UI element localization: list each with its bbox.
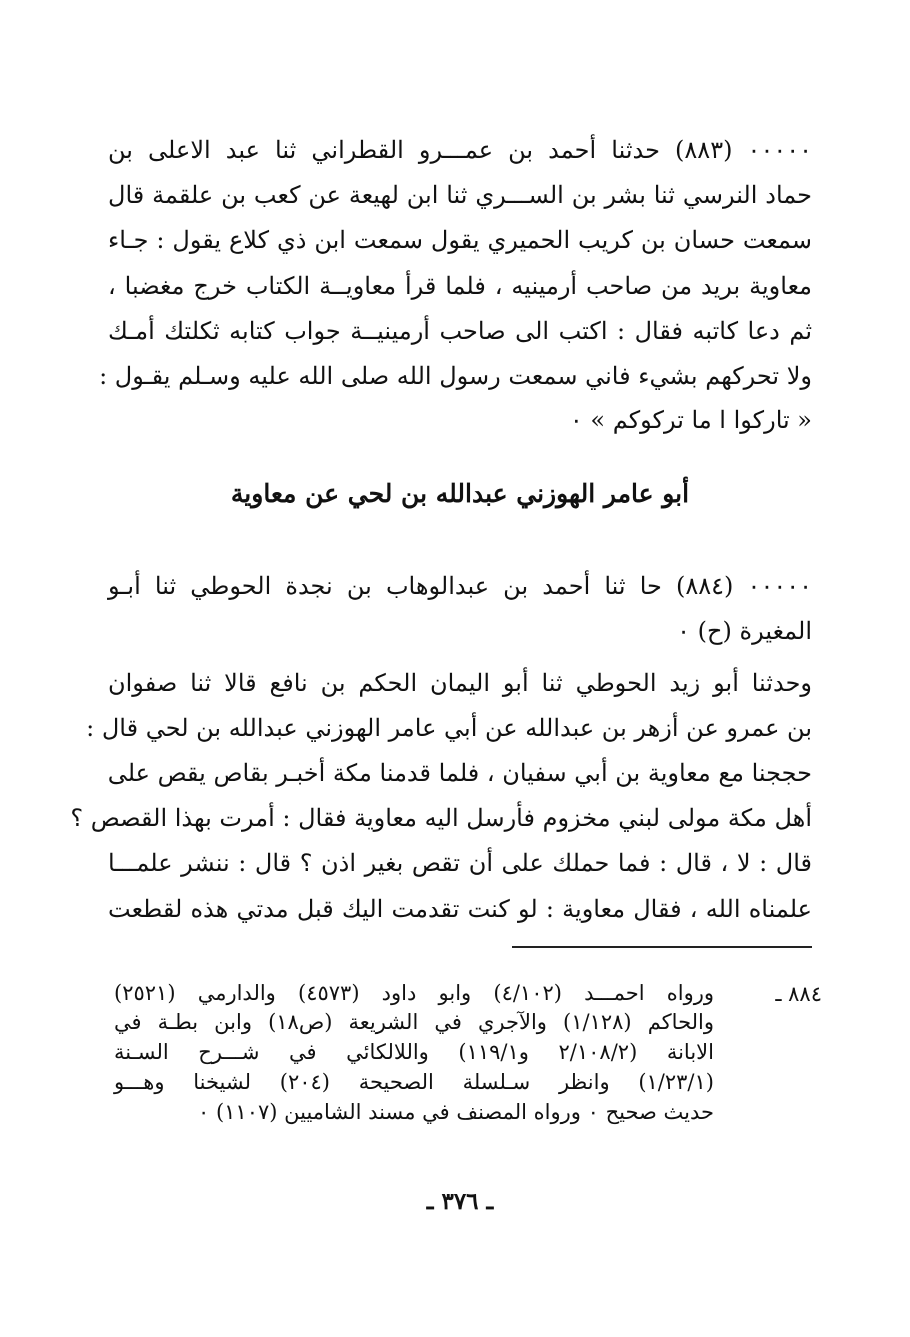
footnote-number: ٨٨٤ ـ [775,982,822,1006]
hadith-884-line: قال : لا ، قال : فما حملك على أن تقص بغير اذن ؟ قال : ننشر علمـــا [108,849,812,877]
hadith-884-line: وحدثنا أبو زيد الحوطي ثنا أبو اليمان الحكم بن نافع قالا ثنا صفوان [108,669,812,697]
hadith-883-line: « تاركوا ا ما تركوكم » ٠ [569,406,812,434]
hadith-884-line: حججنا مع معاوية بن أبي سفيان ، فلما قدمنا مكة أخبـر بقاص يقص على [107,759,812,787]
footnote-line: والحاكم (١/١٢٨) والآجري في الشريعة (ص١٨) وابن بطـة في [114,1010,714,1034]
hadith-883-line: معاوية بريد من صاحب أرمينيه ، فلما قرأ معاويــة الكتاب خرج مغضبا ، [108,272,812,300]
hadith-883-line: ٠٠٠٠٠ (٨٨٣) حدثنا أحمد بن عمـــرو القطراني ثنا عبد الاعلى بن [108,136,812,164]
hadith-883-line: ثم دعا كاتبه فقال : اكتب الى صاحب أرمينيــة جواب كتابه ثكلتك أمـك [108,317,812,345]
section-heading: أبو عامر الهوزني عبدالله بن لحي عن معاوية [230,479,690,508]
hadith-884-line: بن عمرو عن أزهر بن عبدالله عن أبي عامر الهوزني عبدالله بن لحي قال : [86,714,812,742]
footnote-line: ورواه احمـــد (٤/١٠٢) وابو داود (٤٥٧٣) والدارمي (٢٥٢١) [114,981,714,1005]
footnote-line: حديث صحيح ٠ ورواه المصنف في مسند الشاميين (١١٠٧) ٠ [198,1100,714,1124]
hadith-884-line: ٠٠٠٠٠ (٨٨٤) حا ثنا أحمد بن عبدالوهاب بن نجدة الحوطي ثنا أبـو [108,572,812,600]
footnote-line: (١/٢٣/١) وانظر سـلسلة الصحيحة (٢٠٤) لشيخنا وهـــو [114,1070,714,1094]
footnote-line: الابانة (٢/١٠٨/٢ و١١٩/١) واللالكائي في شـــرح السـنة [114,1040,714,1064]
hadith-883-line: ولا تحركهم بشيء فاني سمعت رسول الله صلى الله عليه وسـلم يقـول : [99,362,812,390]
page-number: ـ ٣٧٦ ـ [426,1188,494,1215]
hadith-884-line: المغيرة (ح) ٠ [677,617,812,645]
hadith-883-line: سمعت حسان بن كريب الحميري يقول سمعت ابن ذي كلاع يقول : جـاء [108,226,812,254]
hadith-884-line: أهل مكة مولى لبني مخزوم فأرسل اليه معاوية فقال : أمرت بهذا القصص ؟ [70,804,812,832]
hadith-883-line: حماد النرسي ثنا بشر بن الســـري ثنا ابن لهيعة عن كعب بن علقمة قال [108,181,812,209]
footnote-divider [512,946,812,948]
hadith-884-line: علمناه الله ، فقال معاوية : لو كنت تقدمت اليك قبل مدتي هذه لقطعت [108,895,812,923]
